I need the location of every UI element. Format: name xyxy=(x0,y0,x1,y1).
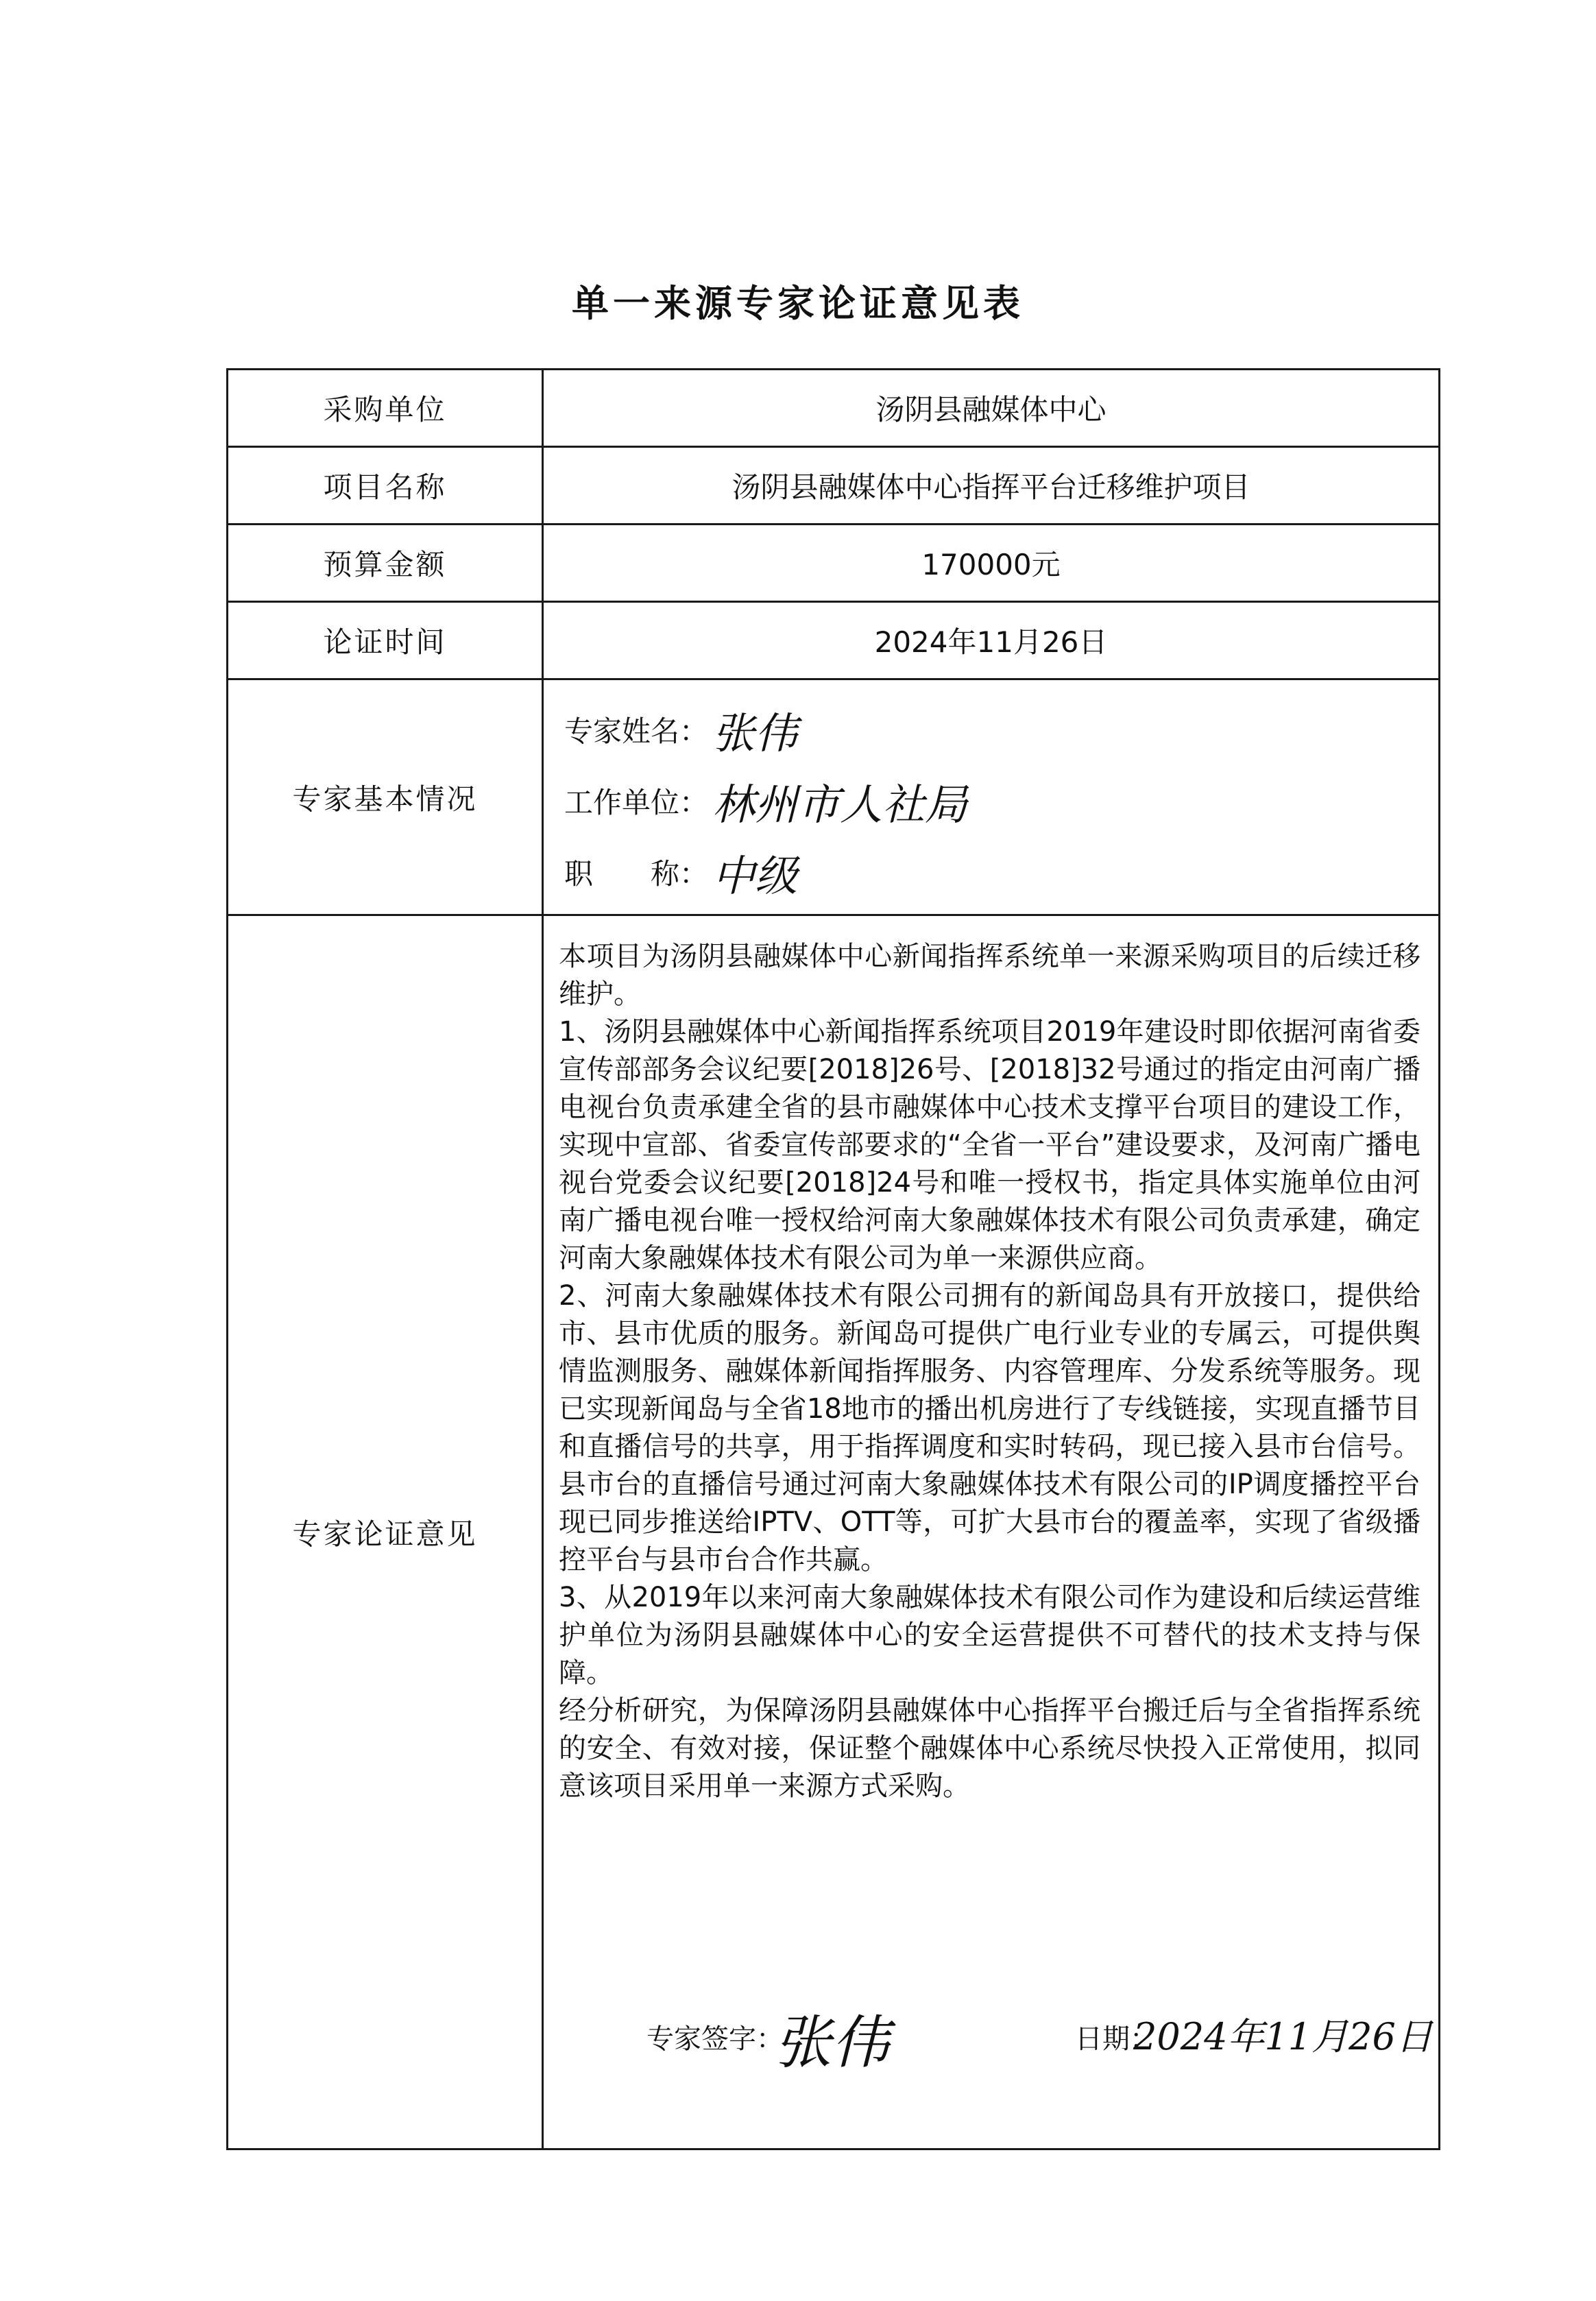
expert-name-line xyxy=(564,694,1438,765)
purchasing-unit-label: 采购单位 xyxy=(228,370,543,447)
expert-work-label: 工作单位： xyxy=(564,786,709,819)
project-name-value: 汤阴县融媒体中心指挥平台迁移维护项目 xyxy=(543,447,1440,525)
row-expert-info xyxy=(228,679,1440,915)
signature-date-label: 日期： xyxy=(1075,2023,1157,2055)
expert-work-line xyxy=(564,765,1438,836)
expert-title-label: 职 称： xyxy=(564,857,709,891)
review-date-label: 论证时间 xyxy=(228,602,543,679)
budget-value: 170000元 xyxy=(543,525,1440,602)
opinion-paragraph: 本项目为汤阴县融媒体中心新闻指挥系统单一来源采购项目的后续迁移维护。 xyxy=(559,941,1420,1010)
signature-row xyxy=(544,2003,1438,2086)
row-review-date xyxy=(228,602,1440,679)
expert-work-handwritten: 林州市人社局 xyxy=(712,779,968,830)
expert-name-label: 专家姓名： xyxy=(564,714,709,748)
expert-info-label: 专家基本情况 xyxy=(228,679,543,915)
page-title: 单一来源专家论证意见表 xyxy=(572,282,1024,325)
project-name-label: 项目名称 xyxy=(228,447,543,525)
opinion-paragraph: 经分析研究，为保障汤阴县融媒体中心指挥平台搬迁后与全省指挥系统的安全、有效对接，保证整个融媒体中心系统尽快投入正常使用，拟同意该项目采用单一来源方式采购。 xyxy=(559,1695,1420,1802)
expert-info-cell xyxy=(543,679,1440,915)
opinion-paragraph: 3、从2019年以来河南大象融媒体技术有限公司作为建设和后续运营维护单位为汤阴县融媒体中心的安全运营提供不可替代的技术支持与保障。 xyxy=(559,1582,1420,1689)
expert-opinion-cell xyxy=(543,915,1440,2149)
purchasing-unit-value: 汤阴县融媒体中心 xyxy=(543,370,1440,447)
review-date-value: 2024年11月26日 xyxy=(543,602,1440,679)
opinion-paragraph: 1、汤阴县融媒体中心新闻指挥系统项目2019年建设时即依据河南省委宣传部部务会议纪要[2018]26号、[2018]32号通过的指定由河南广播电视台负责承建全省的县市融媒体中心技术支撑平台项目的建设工作，实现中宣部、省委宣传部要求的“全省一平台”建设要求，及河南广播电视台党委会议纪要[2018]24号和唯一授权书，指定具体实施单位由河南广播电视台唯一授权给河南大象融媒体技术有限公司负责承建，确定河南大象融媒体技术有限公司为单一来源供应商。 xyxy=(559,1016,1420,1274)
budget-label: 预算金额 xyxy=(228,525,543,602)
expert-signature-label: 专家签字： xyxy=(646,2023,784,2055)
opinion-form-table xyxy=(226,368,1440,2150)
expert-name-handwritten: 张伟 xyxy=(712,708,798,758)
row-project-name xyxy=(228,447,1440,525)
row-purchasing-unit xyxy=(228,370,1440,447)
expert-signature: 张伟 xyxy=(774,2009,890,2076)
signature-date-handwritten: 2024年11月26日 xyxy=(1133,2015,1433,2058)
expert-title-line xyxy=(564,836,1438,908)
opinion-paragraph: 2、河南大象融媒体技术有限公司拥有的新闻岛具有开放接口，提供给市、县市优质的服务。新闻岛可提供广电行业专业的专属云，可提供舆情监测服务、融媒体新闻指挥服务、内容管理库、分发系统等服务。现已实现新闻岛与全省18地市的播出机房进行了专线链接，实现直播节目和直播信号的共享，用于指挥调度和实时转码，现已接入县市台信号。县市台的直播信号通过河南大象融媒体技术有限公司的IP调度播控平台现已同步推送给IPTV、OTT等，可扩大县市台的覆盖率，实现了省级播控平台与县市台合作共赢。 xyxy=(559,1280,1420,1576)
expert-title-handwritten: 中级 xyxy=(712,850,798,901)
row-expert-opinion xyxy=(228,915,1440,2149)
expert-opinion-label: 专家论证意见 xyxy=(228,915,543,2149)
row-budget xyxy=(228,525,1440,602)
